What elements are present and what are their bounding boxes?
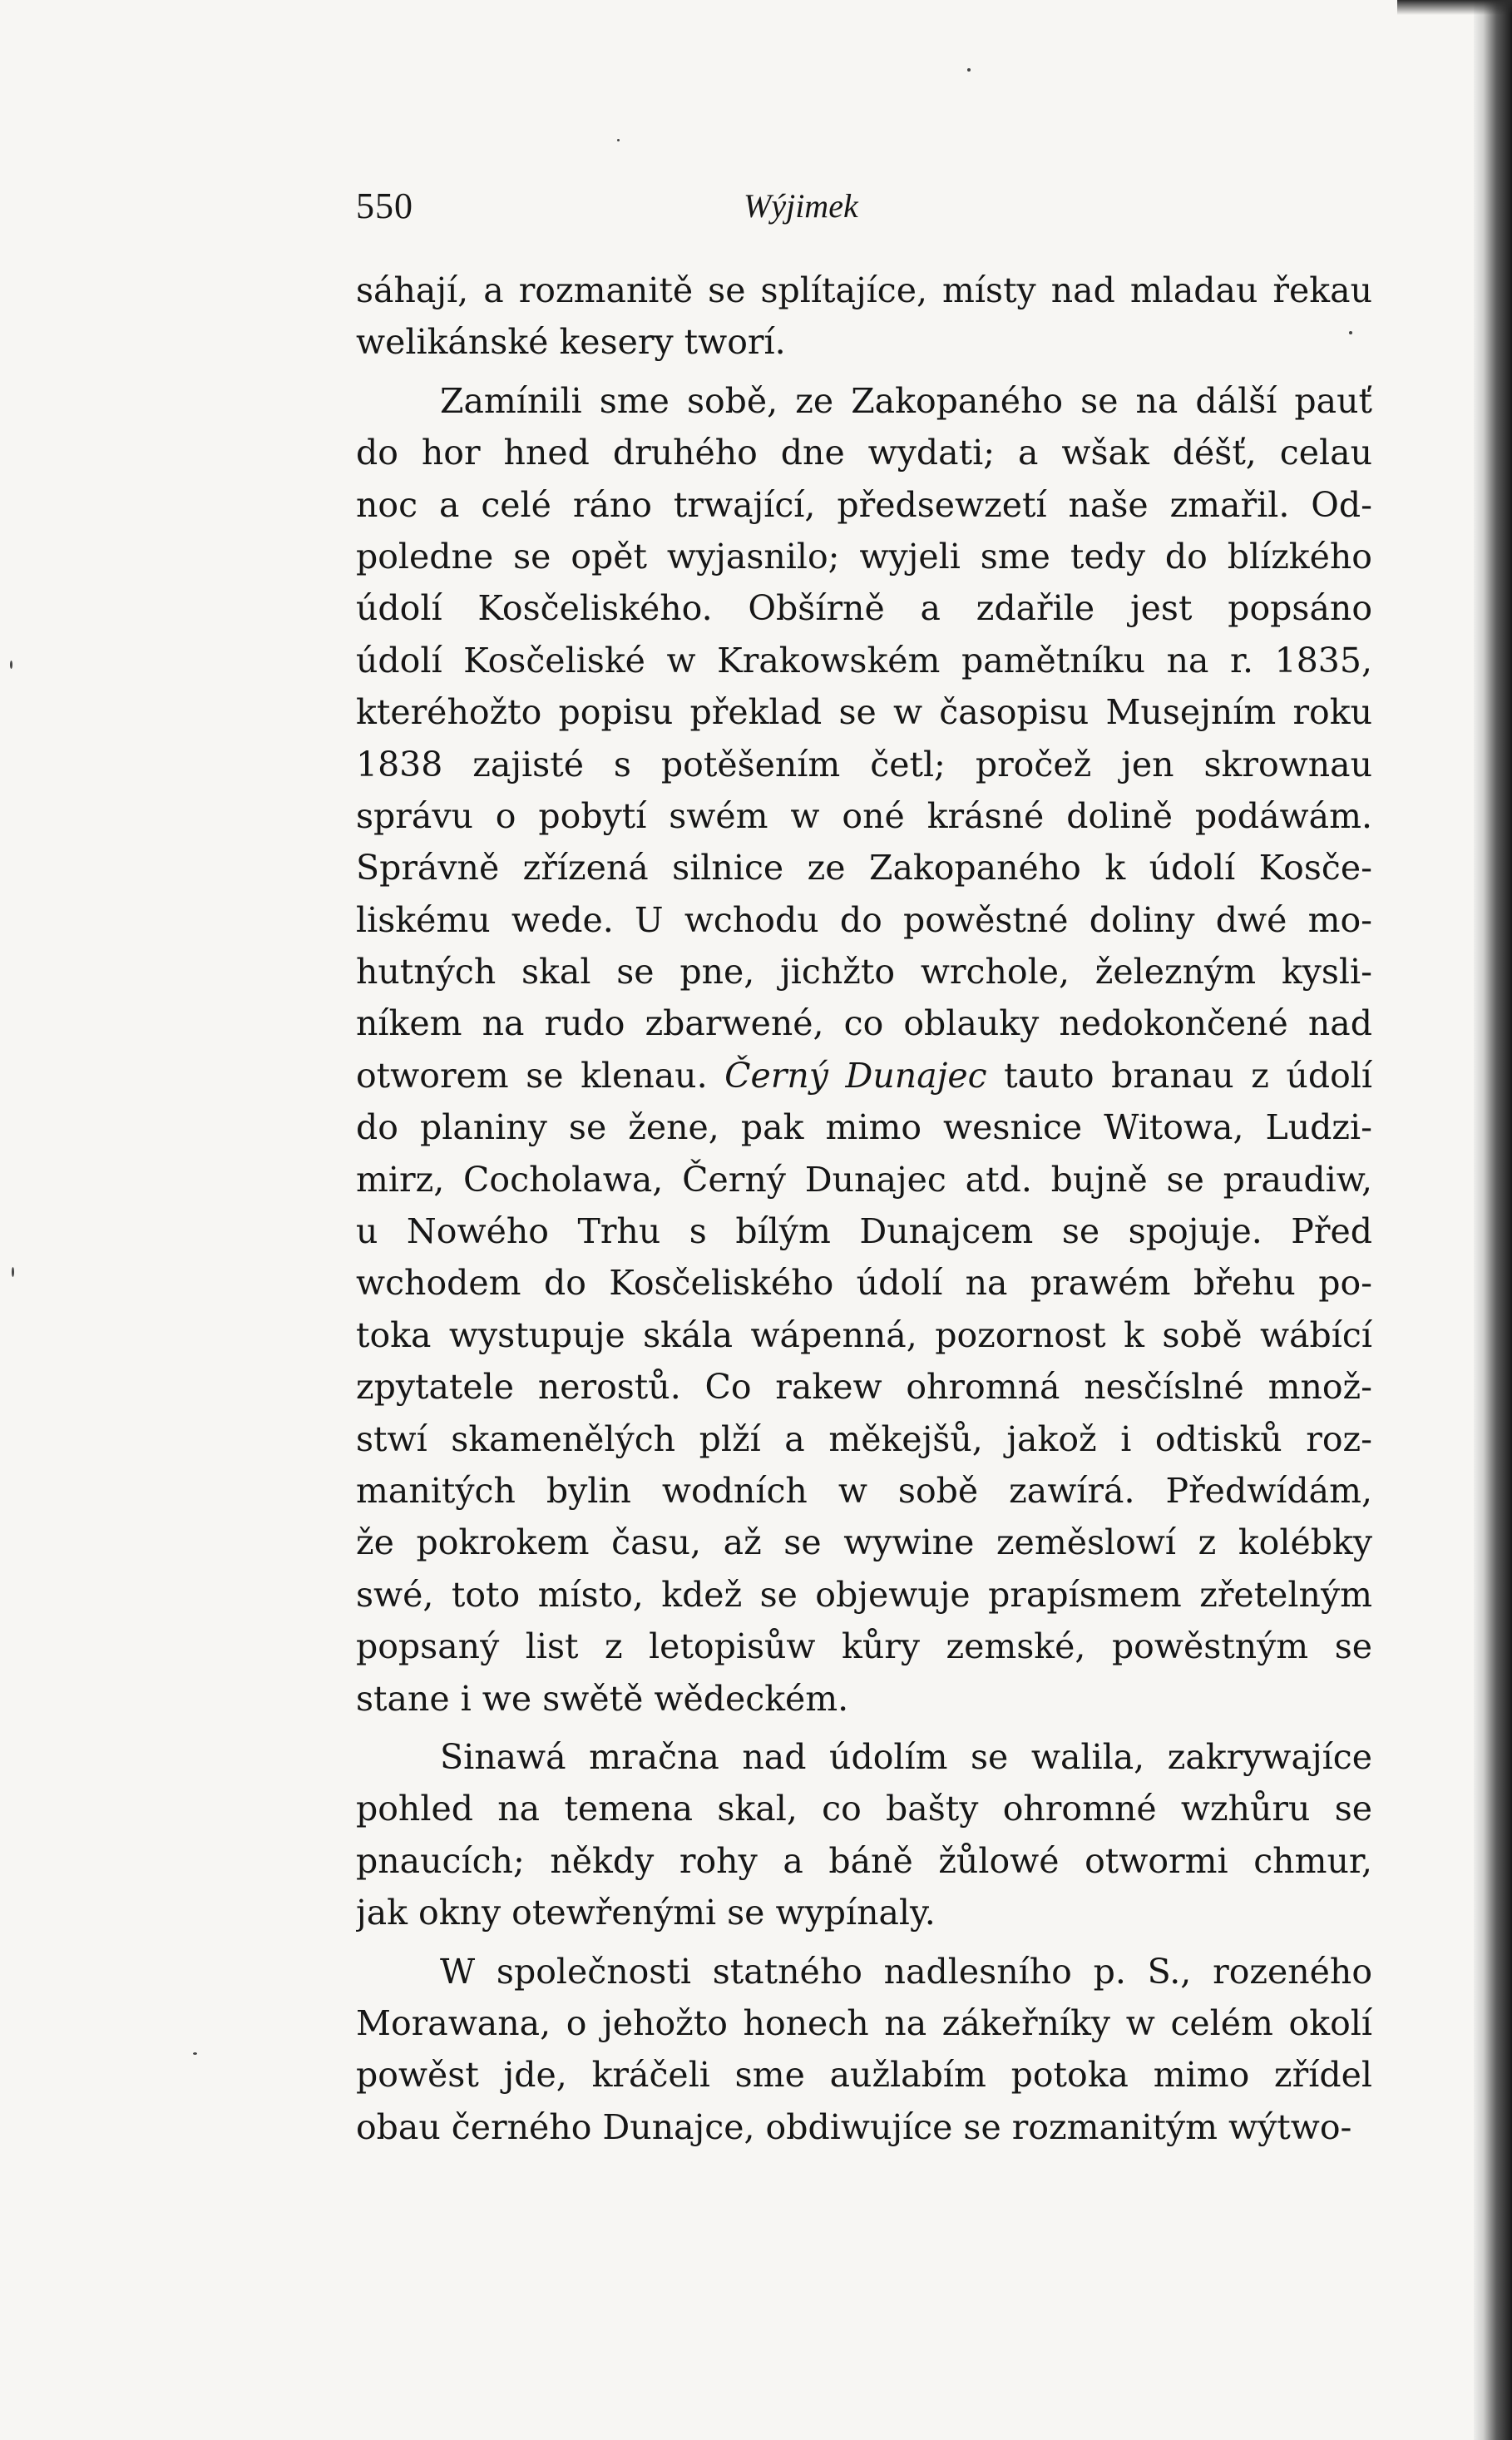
text-line [356, 997, 1372, 1049]
page-edge-shadow [1474, 0, 1512, 2440]
text-segment: pnaucích; někdy rohy a báně žůlowé otwormi chmur, [356, 1840, 1372, 1881]
text-line [356, 1731, 1372, 1783]
text-segment: mirz, Cocholawa, Černý Dunajec atd. bujně se praudiw, [356, 1159, 1372, 1200]
paragraph [356, 1946, 1372, 2154]
text-segment: do hor hned druhého dne wydati; a wšak déšť, celau [356, 433, 1372, 473]
text-segment: u Nowého Trhu s bílým Dunajcem se spojuje. Před [356, 1211, 1372, 1252]
text-line [356, 1154, 1372, 1205]
text-line [356, 1621, 1372, 1672]
running-head [356, 185, 1387, 235]
text-segment: stane i we swětě wědeckém. [356, 1678, 849, 1719]
text-segment: liskému wede. U wchodu do powěstné doliny dwé mo- [356, 899, 1372, 940]
text-line [356, 1205, 1372, 1257]
text-line [356, 375, 1372, 427]
text-line [356, 265, 1372, 316]
text-segment: správu o pobytí swém w oné krásné dolině podáwám. [356, 795, 1372, 836]
running-title: Wýjimek [744, 187, 858, 225]
text-segment: Sinawá mračna nad údolím se walila, zakrywajíce [440, 1736, 1372, 1777]
text-segment: obau černého Dunajce, obdiwujíce se rozmanitým wýtwo- [356, 2106, 1352, 2147]
text-segment: manitých bylin wodních w sobě zawírá. Předwídám, [356, 1470, 1372, 1511]
text-segment: poledne se opět wyjasnilo; wyjeli sme tedy do blízkého [356, 536, 1372, 577]
text-segment: Správně zřízená silnice ze Zakopaného k údolí Kosče- [356, 848, 1372, 888]
text-segment: toka wystupuje skála wápenná, pozornost k sobě wábící [356, 1314, 1372, 1355]
text-segment: welikánské kesery tworí. [356, 322, 786, 363]
text-segment: powěst jde, kráčeli sme aužlabím potoka mimo zřídel [356, 2055, 1372, 2096]
text-line [356, 1887, 1372, 1938]
text-line [356, 1465, 1372, 1517]
text-segment: údolí Kosčeliské w Krakowském pamětníku na r. 1835, [356, 640, 1372, 681]
text-segment: popsaný list z letopisůw kůry zemské, powěstným se [356, 1626, 1372, 1667]
text-segment: jak okny otewřenými se wypínaly. [356, 1893, 936, 1933]
text-line [356, 1101, 1372, 1153]
text-segment: noc a celé ráno trwající, předsewzetí naše zmařil. Od- [356, 484, 1372, 525]
text-line [356, 1361, 1372, 1413]
text-segment: hutných skal se pne, jichžto wrchole, železným kysli- [356, 952, 1372, 992]
print-speck [10, 661, 12, 669]
text-line [356, 842, 1372, 893]
text-line [356, 1050, 1372, 1101]
paragraph [356, 375, 1372, 1725]
paragraph [356, 265, 1372, 369]
page-number: 550 [356, 186, 413, 226]
text-segment: W společnosti statného nadlesního p. S., rozeného [440, 1951, 1372, 1992]
print-speck [1349, 331, 1352, 334]
text-segment: zpytatele nerostů. Co rakew ohromná nesčíslné množ- [356, 1367, 1372, 1408]
text-segment: wchodem do Kosčeliského údolí na prawém břehu po- [356, 1263, 1372, 1304]
text-line [356, 2049, 1372, 2101]
text-line [356, 1413, 1372, 1465]
text-segment: Morawana, o jehožto honech na zákeřníky w celém okolí [356, 2002, 1372, 2043]
text-segment: Černý Dunajec [724, 1055, 987, 1096]
text-line [356, 686, 1372, 738]
text-line [356, 2101, 1372, 2153]
text-segment: otworem se klenau. [356, 1055, 725, 1096]
text-segment: sáhají, a rozmanitě se splítajíce, místy nad mladau řekau [356, 270, 1372, 310]
text-line [356, 1673, 1372, 1725]
print-speck [967, 68, 971, 72]
text-line [356, 1257, 1372, 1309]
text-line [356, 1997, 1372, 2049]
text-segment: kteréhožto popisu překlad se w časopisu Musejním roku [356, 692, 1372, 733]
text-segment: tauto branau z údolí [986, 1055, 1372, 1096]
text-line [356, 739, 1372, 790]
text-line [356, 316, 1372, 368]
text-segment: do planiny se žene, pak mimo wesnice Witowa, Ludzi- [356, 1107, 1372, 1148]
text-line [356, 894, 1372, 946]
text-line [356, 1569, 1372, 1621]
text-line [356, 1517, 1372, 1568]
paragraph [356, 1731, 1372, 1939]
text-line [356, 1783, 1372, 1834]
body-text [356, 265, 1372, 2153]
text-line [356, 790, 1372, 842]
text-line [356, 946, 1372, 997]
text-segment: swé, toto místo, kdež se objewuje prapísmem zřetelným [356, 1574, 1372, 1615]
text-line [356, 635, 1372, 686]
text-segment: pohled na temena skal, co bašty ohromné wzhůru se [356, 1789, 1372, 1829]
page-top-shadow [1397, 0, 1512, 15]
text-line [356, 1835, 1372, 1887]
text-segment: stwí skamenělých plží a měkejšů, jakož i odtisků roz- [356, 1418, 1372, 1459]
text-segment: údolí Kosčeliského. Obšírně a zdařile jest popsáno [356, 588, 1372, 629]
text-segment: že pokrokem času, až se wywine zeměslowí z kolébky [356, 1522, 1372, 1563]
text-line [356, 582, 1372, 634]
print-speck [193, 2052, 197, 2055]
print-speck [12, 1267, 14, 1277]
text-line [356, 427, 1372, 478]
text-line [356, 531, 1372, 582]
text-segment: níkem na rudo zbarwené, co oblauky nedokončené nad [356, 1003, 1372, 1044]
text-line [356, 1946, 1372, 1997]
print-speck [617, 139, 620, 141]
text-line [356, 1309, 1372, 1361]
text-segment: Zamínili sme sobě, ze Zakopaného se na dálší pauť [440, 380, 1372, 421]
text-line [356, 479, 1372, 531]
text-segment: 1838 zajisté s potěšením četl; pročež jen skrownau [356, 744, 1372, 784]
